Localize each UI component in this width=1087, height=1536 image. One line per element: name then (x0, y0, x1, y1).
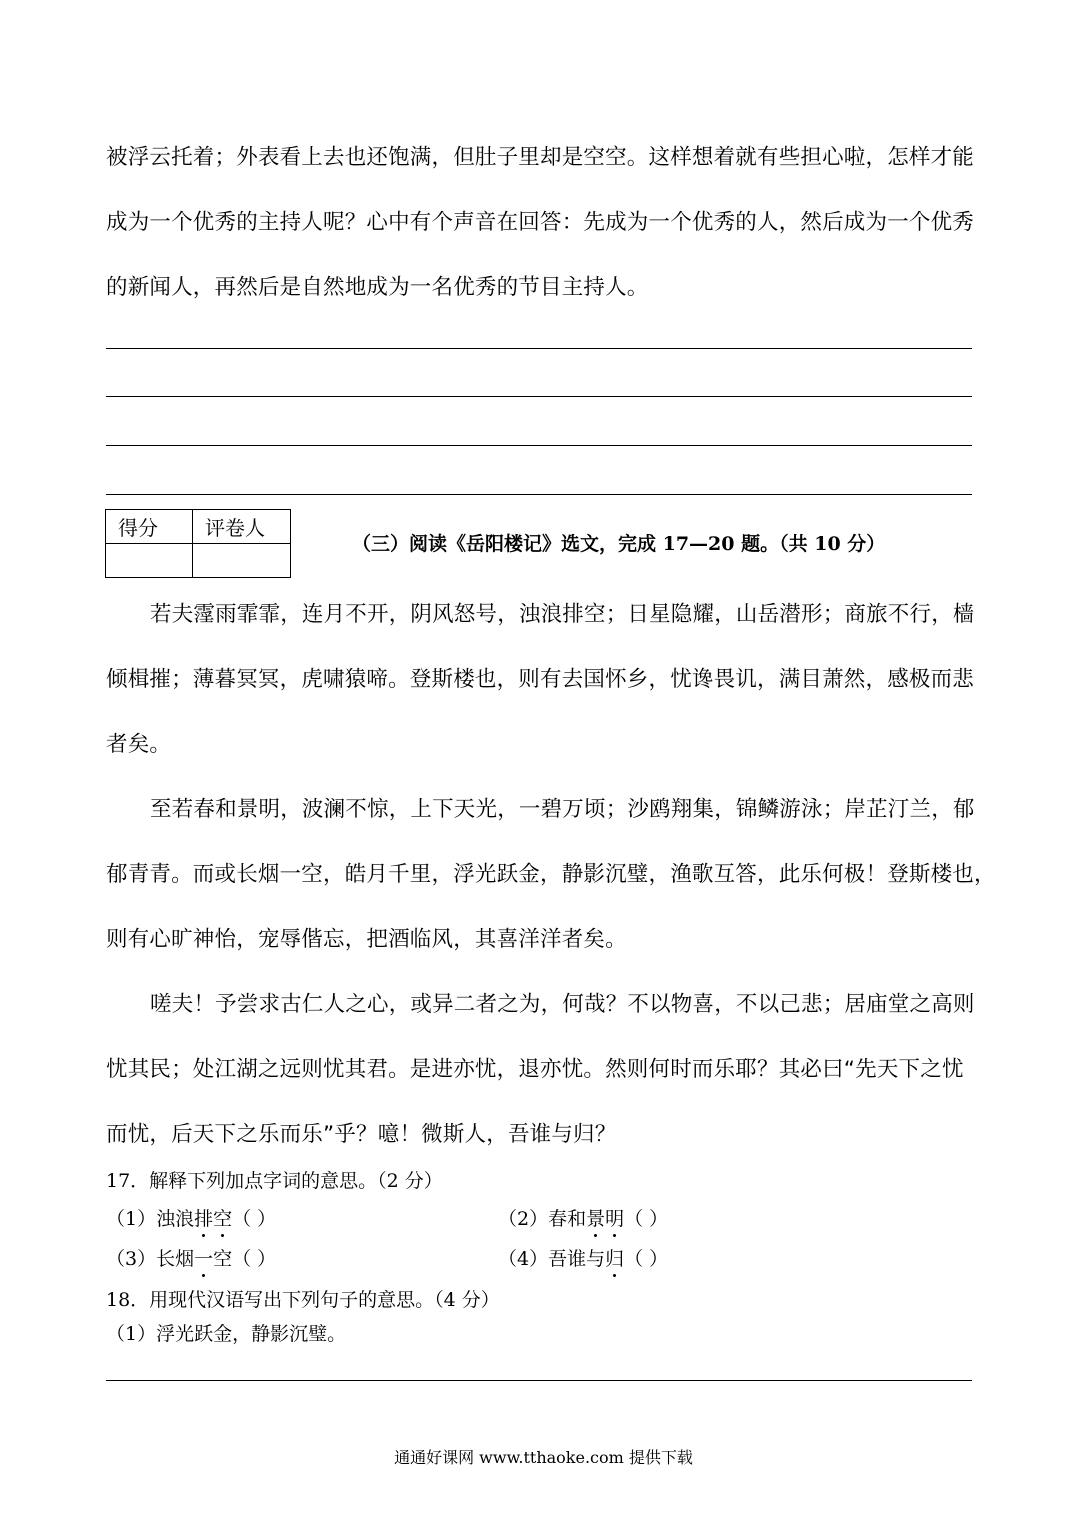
answer-line[interactable] (106, 396, 972, 397)
passage-line: 嗟夫！予尝求古仁人之心，或异二者之为，何哉？不以物喜，不以己悲；居庙堂之高则 (150, 992, 975, 1017)
grader-label: 评卷人 (205, 516, 265, 540)
item-number: （2） (498, 1208, 549, 1230)
answer-line[interactable] (106, 348, 972, 349)
item-text: 长烟 (156, 1248, 195, 1270)
answer-blank[interactable]: （ ） (624, 1208, 669, 1230)
dotted-word (586, 1208, 624, 1230)
item-text: 浊浪 (156, 1208, 195, 1230)
answer-line[interactable] (106, 1380, 972, 1381)
item-text: 吾谁与 (548, 1248, 606, 1270)
dotted-char: 排 (194, 1204, 213, 1231)
q18-item-1: （1）浮光跃金，静影沉璧。 (106, 1323, 347, 1345)
dotted-char: 归 (605, 1244, 624, 1271)
dotted-word (605, 1248, 624, 1270)
answer-blank[interactable]: （ ） (624, 1248, 669, 1270)
dotted-char: 一 (194, 1244, 213, 1271)
dotted-char: 景 (586, 1204, 605, 1231)
score-box (105, 509, 291, 578)
answer-line[interactable] (106, 445, 972, 446)
question-18-title: 18．用现代汉语写出下列句子的意思。（4 分） (106, 1289, 500, 1311)
answer-line[interactable] (106, 494, 972, 495)
passage-line: 者矣。 (106, 732, 172, 757)
dotted-word (194, 1208, 232, 1230)
score-label: 得分 (118, 516, 158, 540)
item-number: （4） (498, 1248, 549, 1270)
passage-line: 倾楫摧；薄暮冥冥，虎啸猿啼。登斯楼也，则有去国怀乡，忧谗畏讥，满目萧然，感极而悲 (106, 667, 975, 692)
passage-line: 则有心旷神怡，宠辱偕忘，把酒临风，其喜洋洋者矣。 (106, 927, 627, 952)
footer-credit: 通通好课网 www.tthaoke.com 提供下载 (394, 1448, 693, 1467)
section-heading: （三）阅读《岳阳楼记》选文，完成 17—20 题。（共 10 分） (352, 533, 886, 555)
item-number: （3） (106, 1248, 157, 1270)
item-text: 春和 (548, 1208, 587, 1230)
intro-line-3: 的新闻人，再然后是自然地成为一名优秀的节目主持人。 (106, 275, 649, 300)
item-text: 空 (213, 1248, 233, 1270)
passage-line: 郁青青。而或长烟一空，皓月千里，浮光跃金，静影沉璧，渔歌互答，此乐何极！登斯楼也， (106, 862, 996, 887)
grader-cell[interactable] (193, 544, 291, 578)
passage-line: 忧其民；处江湖之远则忧其君。是进亦忧，退亦忧。然则何时而乐耶？其必曰“先天下之忧 (106, 1057, 964, 1082)
score-cell[interactable] (106, 544, 193, 578)
q17-item-2 (498, 1204, 668, 1231)
passage-line: 至若春和景明，波澜不惊，上下天光，一碧万顷；沙鸥翔集，锦鳞游泳；岸芷汀兰，郁 (150, 797, 975, 822)
passage-line: 若夫霪雨霏霏，连月不开，阴风怒号，浊浪排空；日星隐耀，山岳潜形；商旅不行，樯 (150, 602, 975, 627)
q17-item-1 (106, 1204, 276, 1231)
q17-item-4 (498, 1244, 668, 1271)
passage-line: 而忧，后天下之乐而乐”乎？噫！微斯人，吾谁与归？ (106, 1122, 617, 1147)
dotted-word (194, 1248, 213, 1270)
dotted-char: 空 (213, 1204, 232, 1231)
question-17-title: 17．解释下列加点字词的意思。（2 分） (106, 1170, 443, 1192)
answer-blank[interactable]: （ ） (232, 1248, 277, 1270)
item-number: （1） (106, 1208, 157, 1230)
q17-item-3 (106, 1244, 276, 1271)
intro-line-2: 成为一个优秀的主持人呢？心中有个声音在回答：先成为一个优秀的人，然后成为一个优秀 (106, 210, 975, 235)
answer-blank[interactable]: （ ） (232, 1208, 277, 1230)
intro-line-1: 被浮云托着；外表看上去也还饱满，但肚子里却是空空。这样想着就有些担心啦，怎样才能 (106, 145, 975, 170)
dotted-char: 明 (605, 1204, 624, 1231)
